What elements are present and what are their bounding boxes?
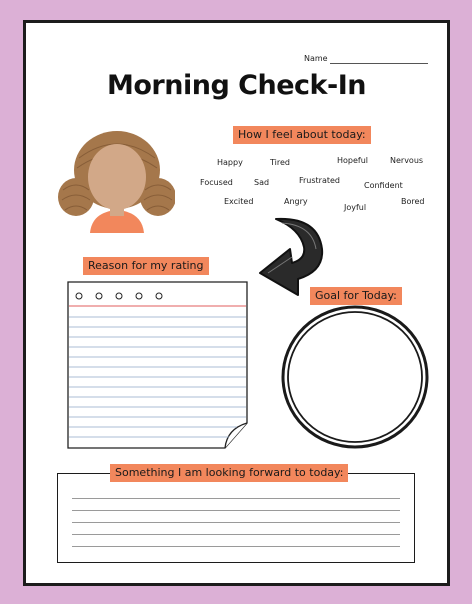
reason-heading: Reason for my rating xyxy=(83,257,209,275)
feeling-tired[interactable]: Tired xyxy=(270,158,290,167)
feeling-nervous[interactable]: Nervous xyxy=(390,156,424,165)
girl-avatar-icon xyxy=(57,120,175,233)
forward-heading: Something I am looking forward to today: xyxy=(110,464,348,482)
forward-box[interactable] xyxy=(57,473,415,563)
feeling-excited[interactable]: Excited xyxy=(224,197,254,206)
feeling-happy[interactable]: Happy xyxy=(217,158,243,167)
feelings-heading: How I feel about today: xyxy=(233,126,371,144)
name-field[interactable] xyxy=(330,63,428,64)
feeling-frustrated[interactable]: Frustrated xyxy=(299,176,341,185)
reason-notepad[interactable] xyxy=(67,281,249,450)
worksheet xyxy=(23,20,450,586)
circle-icon[interactable] xyxy=(280,304,430,450)
name-label: Name xyxy=(304,54,328,63)
feeling-bored[interactable]: Bored xyxy=(401,197,425,206)
feeling-confident[interactable]: Confident xyxy=(364,181,403,190)
feeling-focused[interactable]: Focused xyxy=(200,178,233,187)
feeling-joyful[interactable]: Joyful xyxy=(344,203,367,212)
goal-heading: Goal for Today: xyxy=(310,287,402,305)
feeling-hopeful[interactable]: Hopeful xyxy=(337,156,369,165)
notepad-icon xyxy=(67,281,249,450)
page-title: Morning Check-In xyxy=(107,70,366,101)
feeling-sad[interactable]: Sad xyxy=(254,178,270,187)
feeling-angry[interactable]: Angry xyxy=(284,197,308,206)
